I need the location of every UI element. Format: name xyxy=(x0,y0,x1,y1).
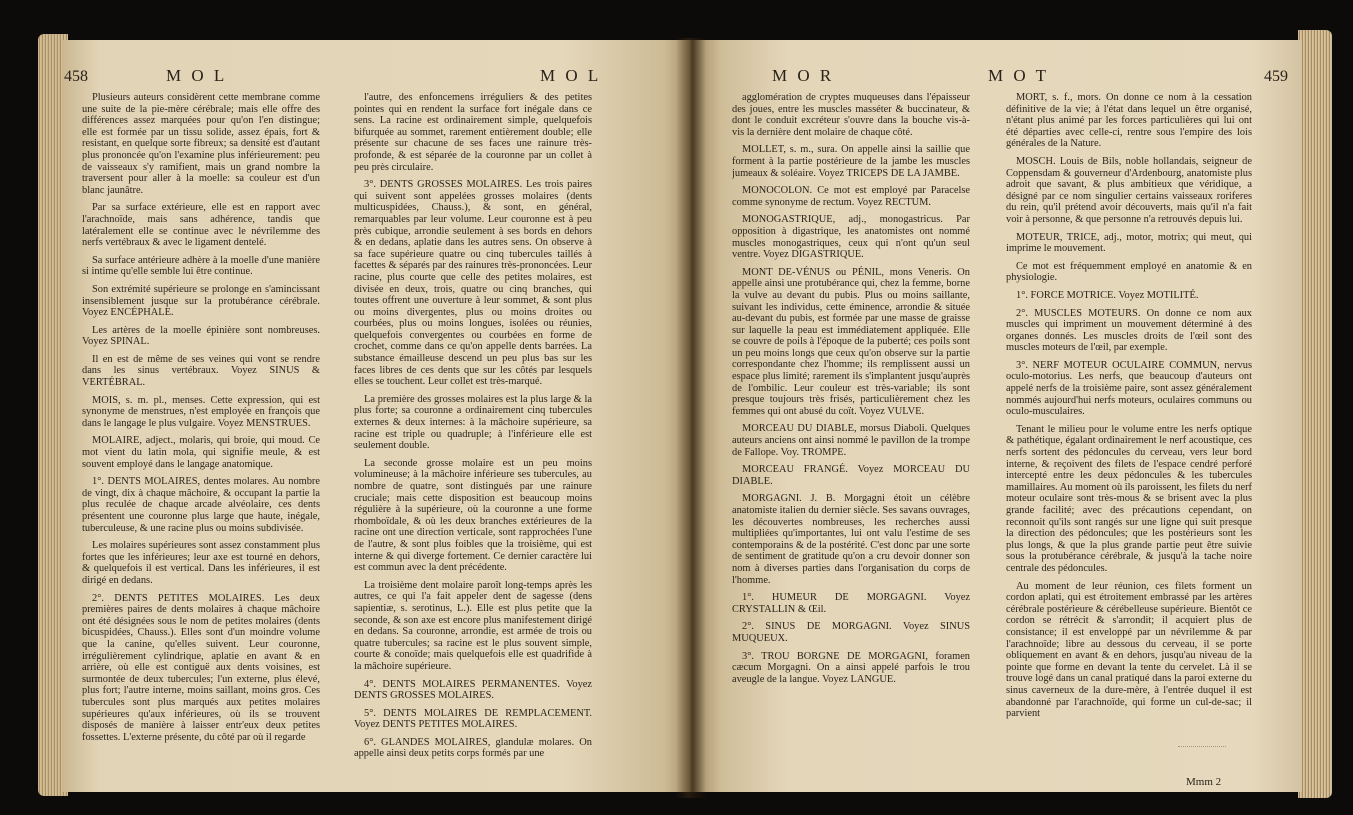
paragraph: MONT DE-VÉNUS ou PÉNIL, mons Veneris. On appelle ainsi une protubérance qui, chez la femme, borne la vulve au devant du pubis. Plus ou moins saillante, suivant les individus, cette éminence, arrondie & située au-devant du pubis, est formée par une masse de graisse sur laquelle la peau est immédiatement appliquée. Elle se couvre de poils à l'époque de la puberté; ces poils sont un peu moins longs que ceux qu'on observe sur la partie correspondante chez l'homme; ils remplissent aussi un espace plus limité; rarement ils s'implantent jusqu'auprès de l'ombilic. Leur couleur est très-variable; ils sont presque toujours très frisés, particulièrement chez les femmes qui ont abusé du coït. Voyez VULVE. xyxy=(732,266,970,417)
left-page-column-1 xyxy=(82,92,320,749)
right-page xyxy=(690,40,1302,792)
paragraph: agglomération de cryptes muqueuses dans l'épaisseur des joues, entre les muscles masséter & buccinateur, & dont le conduit excréteur s'ouvre dans la bouche vis-à-vis la dernière dent molaire de chaque côté. xyxy=(732,92,970,138)
paragraph: MORT, s. f., mors. On donne ce nom à la cessation définitive de la vie; à l'état dans lequel un être organisé, n'étant plus animé par les forces particulières qui lui ont été départies avec celle-ci, rentre sous l'empire des lois générales de la Nature. xyxy=(1006,92,1252,150)
right-page-column-1 xyxy=(732,92,970,691)
left-page xyxy=(62,40,690,792)
page-edges-right xyxy=(1298,30,1332,798)
left-page-header-2: M O L xyxy=(540,66,602,85)
paragraph: MORCEAU FRANGÉ. Voyez MORCEAU DU DIABLE. xyxy=(732,464,970,487)
signature-mark: Mmm 2 xyxy=(1186,776,1222,788)
paragraph: La seconde grosse molaire est un peu moins volumineuse; à la mâchoire inférieure ses tubercules, au nombre de quatre, sont distingués par une rainure cruciale; mais cette disposition est beaucoup moins régulière à la supérieure, où la couronne a une forme rhomboïdale, & où les deux branches extérieures de la racine ont une direction verticale, sont rapprochées l'une de l'autre, & sont plus foibles que la troisième, qui est interne & qui diverge fortement. Ce dernier caractère lui est commun avec la dent précédente. xyxy=(354,457,592,574)
paragraph: 2°. DENTS PETITES MOLAIRES. Les deux premières paires de dents molaires à chaque mâchoire ont été désignées sous le nom de petites molaires (dents bicuspidées, Chauss.). Elles sont d'un moindre volume que la canine, qu'elles suivent. Leur couronne, irrégulièrement cylindrique, aplatie en avant & en arrière, où elle est contiguë aux dents voisines, est surmontée de deux tubercules; l'un externe, plus élevé, plus fort; l'autre interne, moins saillant, moins gros. Ces tubercules sont plus marqués aux petites molaires supérieures qu'aux inférieures, où ils se trouvent disposés de manière à laisser entr'eux deux petites fossettes. L'externe présente, du côté par où il regarde xyxy=(82,592,320,743)
paragraph: MOIS, s. m. pl., menses. Cette expression, qui est synonyme de menstrues, n'est employée en françois que dans le langage le plus vulgaire. Voyez MENSTRUES. xyxy=(82,394,320,429)
right-page-header-1: M O R xyxy=(772,66,835,85)
paragraph: MORGAGNI. J. B. Morgagni étoit un célèbre anatomiste italien du dernier siècle. Ses savans ouvrages, les découvertes nombreuses, les recherches aussi multipliées qu'importantes, lui ont valu l'estime de ses contemporains & de la postérité. C'est donc par une sorte de sentiment de gratitude qu'on a cru devoir donner son nom à diverses parties dans l'organisation du corps de l'homme. xyxy=(732,493,970,586)
paragraph: Plusieurs auteurs considèrent cette membrane comme une suite de la pie-mère cérébrale; mais elle offre des différences assez marquées pour qu'on l'en distingue; elle est formée par un tissu solide, assez épais, fort & resistant, en quelque sorte fibreux; sa densité est d'autant plus prononcée qu'on l'examine plus inférieurement: peu de vaisseaux s'y ramifient, mais un grand nombre la traversent pour aller à la moelle: sa couleur est d'un blanc jaunâtre. xyxy=(82,92,320,196)
book-gutter xyxy=(676,38,706,798)
paragraph: 4°. DENTS MOLAIRES PERMANENTES. Voyez DENTS GROSSES MOLAIRES. xyxy=(354,678,592,702)
paragraph: La première des grosses molaires est la plus large & la plus forte; sa couronne a ordinairement cinq tubercules externes & deux internes: à la mâchoire supérieure, sa racine est triple ou quadruple; à l'inférieure elle est seulement double. xyxy=(354,393,592,452)
paragraph: 2°. MUSCLES MOTEURS. On donne ce nom aux muscles qui impriment un mouvement déterminé à des organes donnés. Les muscles droits de l'œil sont des muscles moteurs de l'œil, par exemple. xyxy=(1006,307,1252,354)
paragraph: MONOCOLON. Ce mot est employé par Paracelse comme synonyme de rectum. Voyez RECTUM. xyxy=(732,185,970,208)
paragraph: MONOGASTRIQUE, adj., monogastricus. Par opposition à digastrique, les anatomistes ont nommé muscles monogastriques, ceux qui n'ont qu'un seul ventre. Voyez DIGASTRIQUE. xyxy=(732,214,970,261)
paragraph: 1°. FORCE MOTRICE. Voyez MOTILITÉ. xyxy=(1016,289,1199,301)
paragraph: 6°. GLANDES MOLAIRES, glandulæ molares. On appelle ainsi deux petits corps formés par une xyxy=(354,736,592,760)
paragraph: 2°. SINUS DE MORGAGNI. Voyez SINUS MUQUEUX. xyxy=(732,621,970,644)
paragraph: Sa surface antérieure adhère à la moelle d'une manière si intime qu'elle semble lui être continue. xyxy=(82,254,320,278)
paragraph: MORCEAU DU DIABLE, morsus Diaboli. Quelques auteurs anciens ont ainsi nommé le pavillon de la trompe de Fallope. Voy. TROMPE. xyxy=(732,423,970,458)
right-page-column-2 xyxy=(1006,92,1252,726)
paragraph: 3°. TROU BORGNE DE MORGAGNI, foramen cæcum Morgagni. On a ainsi appelé parfois le trou aveugle de la langue. Voyez LANGUE. xyxy=(732,650,970,685)
left-page-column-2 xyxy=(354,92,592,766)
left-page-header-1: M O L xyxy=(166,66,228,85)
right-page-number: 459 xyxy=(1264,68,1288,85)
left-page-number: 458 xyxy=(64,68,88,85)
paragraph: Les molaires supérieures sont assez constamment plus fortes que les inférieures; leur axe est tourné en dehors, & quelquefois il est vertical. Dans les inférieures, il est dirigé en dedans. xyxy=(82,540,320,586)
paragraph: 1°. HUMEUR DE MORGAGNI. Voyez CRYSTALLIN & Œil. xyxy=(732,592,970,615)
paragraph: Par sa surface extérieure, elle est en rapport avec l'arachnoïde, mais sans adhérence, tandis que latéralement elle se continue avec le névrilemme des nerfs vertébraux & avec le ligament dentelé. xyxy=(82,202,320,249)
paragraph: 1°. DENTS MOLAIRES, dentes molares. Au nombre de vingt, dix à chaque mâchoire, & occupant la partie la plus reculée de chaque arcade alvéolaire, ces dents présentent une couronne plus large que haute, inégale, tuberculeuse, & une racine plus ou moins subdivisée. xyxy=(82,476,320,534)
paragraph: l'autre, des enfoncemens irréguliers & des petites pointes qui en rendent la surface fort inégale dans ce sens. La racine est ordinairement simple, quelquefois bifurquée au sommet, rarement entièrement double; elle présente sur chacune de ses faces une rainure très-profonde, & est séparée de la couronne par un collet à peu près circulaire. xyxy=(354,92,592,173)
paragraph: Au moment de leur réunion, ces filets forment un cordon aplati, qui est étroitement embrassé par les artères cérébrale postérieure & cérébelleuse supérieure. Bientôt ce cordon se rétrécit & s'arrondit; il acquiert plus de consistance; il est enveloppé par un névrilemme & par l'arachnoïde; libre au dessous du cerveau, il se porte obliquement en avant & en dehors, jusqu'au niveau de la pointe que forme en devant la tente du cervelet. Là il se trouve logé dans un canal pratiqué dans la paroi externe du sinus caverneux de la dure-mère, à l'entrée duquel il est abandonné par l'arachnoïde, qui forme un cul-de-sac; il parvient xyxy=(1006,580,1252,720)
paragraph: La troisième dent molaire paroît long-temps après les autres, ce qui l'a fait appeler dent de sagesse (dens sapientiæ, s. serotinus, L.). Elle est plus petite que la seconde, & son axe est encore plus manifestement dirigé en dedans. Sa couronne, arrondie, est armée de trois ou quatre tubercules; sa racine est le plus souvent simple, courte & conoïde; mais quelquefois elle est quadrifide à la mâchoire supérieure. xyxy=(354,579,592,672)
library-stamp xyxy=(1178,746,1226,759)
right-page-header-2: M O T xyxy=(988,66,1049,85)
paragraph: 3°. DENTS GROSSES MOLAIRES. Les trois paires qui suivent sont appelées grosses molaires (dents multicuspidées, Chauss.), & sont, en général, remarquables par leur volume. Leur couronne est à peu près cubique, arrondie seulement à ses bords en dehors & en dedans, aplatie dans les autres sens. On observe à sa face supérieure quatre ou cinq tubercules taillés à facettes & séparés par des rainures très-prononcées. Leur racine, plus courte que celle des petites molaires, est divisée en deux, trois, quatre ou cinq branches, qui toutes offrent une ouverture à leur sommet, & sont plus ou moins divergentes, plus ou moins droites ou courbées, plus ou moins longues, isolées ou réunies, quelquefois convergentes ou courbées en forme de crochet, comme dans ce qu'on appelle dents barrées. La substance émailleuse descend un peu plus bas sur les faces libres de ces dents que sur les côtés par lesquels elles se touchent. Leur collet est très-marqué. xyxy=(354,179,592,388)
paragraph: Tenant le milieu pour le volume entre les nerfs optique & pathétique, égalant ordinairement le nerf acoustique, ces nerfs sortent des pédoncules du cerveau, vers leur bord interne, & reçoivent des filets de l'espace cendré perforé intercepté entre les deux pédoncules & les tubercules mamillaires. Au moment où ils paroissent, les filets du nerf moteur oculaire sont très-mous & se brisent avec la plus grande facilité; avec des précautions cependant, on reconnoit qu'ils sont rangés sur une ligne qui suit presque la direction des pédoncules; que les postérieurs sont les plus longs, & que la plus grande partie peut être suivie sous la protubérance cérébrale, & jusqu'à la tache noire centrale des pédoncules. xyxy=(1006,423,1252,574)
paragraph: MOLAIRE, adject., molaris, qui broie, qui moud. Ce mot vient du latin mola, qui signifie meule, & est souvent employé dans le langage anatomique. xyxy=(82,435,320,470)
paragraph: MOSCH. Louis de Bils, noble hollandais, seigneur de Coppensdam & gouverneur d'Ardenbourg, anatomiste plus adroit que savant, & plus ambitieux que véridique, a désigné par ce nom singulier certains vaisseaux roriferes du rein, qu'il prétend avoir découverts, mais qu'il n'a fait voir à personne, & que personne n'a retrouvés depuis lui. xyxy=(1006,155,1252,225)
paragraph: MOTEUR, TRICE, adj., motor, motrix; qui meut, qui imprime le mouvement. xyxy=(1006,231,1252,255)
paragraph: Les artères de la moelle épinière sont nombreuses. Voyez SPINAL. xyxy=(82,324,320,348)
paragraph: 3°. NERF MOTEUR OCULAIRE COMMUN, nervus oculo-motorius. Les nerfs, que beaucoup d'auteurs ont appelé nerfs de la troisième paire, sont assez généralement nommés aujourd'hui nerfs moteurs, oculaires communs ou oculo-musculaires. xyxy=(1006,359,1252,418)
paragraph: Il en est de même de ses veines qui vont se rendre dans les sinus vertébraux. Voyez SINUS & VERTÉBRAL. xyxy=(82,353,320,389)
paragraph: MOLLET, s. m., sura. On appelle ainsi la saillie que forment à la partie postérieure de la jambe les muscles jumeaux & soléaire. Voyez TRICEPS DE LA JAMBE. xyxy=(732,144,970,179)
paragraph: 5°. DENTS MOLAIRES DE REMPLACEMENT. Voyez DENTS PETITES MOLAIRES. xyxy=(354,707,592,731)
paragraph: Son extrémité supérieure se prolonge en s'amincissant insensiblement jusque sur la protubérance cérébrale. Voyez ENCÉPHALE. xyxy=(82,283,320,319)
paragraph: Ce mot est fréquemment employé en anatomie & en physiologie. xyxy=(1006,260,1252,284)
